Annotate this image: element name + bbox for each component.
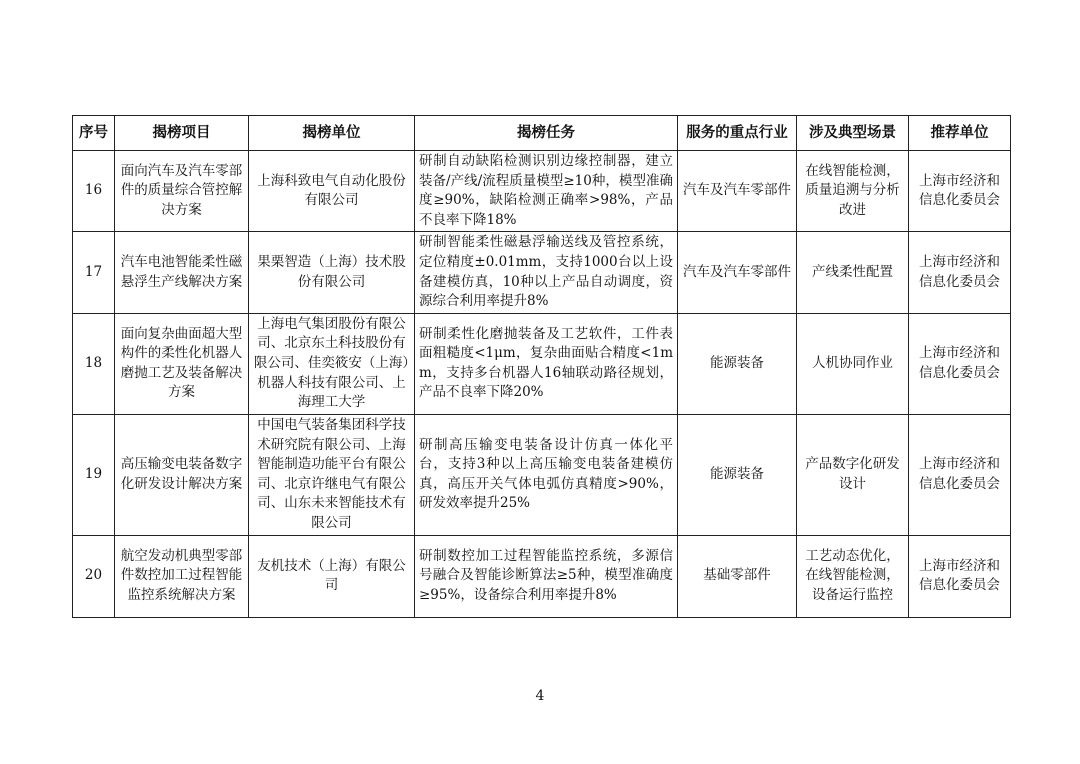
cell-task: 研制数控加工过程智能监控系统，多源信号融合及智能诊断算法≥5种，模型准确度≥95%，设备综合利用率提升8%: [415, 535, 678, 617]
cell-industry: 汽车及汽车零部件: [678, 151, 797, 232]
cell-scenario: 在线智能检测，质量追溯与分析改进: [797, 151, 909, 232]
page-number: 4: [535, 688, 545, 704]
project-table: [72, 115, 1011, 618]
table-row: [73, 151, 1011, 232]
cell-no: 16: [73, 151, 115, 232]
header-unit: 揭榜单位: [249, 116, 415, 151]
cell-scenario: 产品数字化研发设计: [797, 414, 909, 535]
cell-unit: 上海电气集团股份有限公司、北京东土科技股份有限公司、佳奕筱安（上海）机器人科技有限公司、上海理工大学: [249, 313, 415, 414]
cell-industry: 能源装备: [678, 313, 797, 414]
cell-project: 汽车电池智能柔性磁悬浮生产线解决方案: [115, 232, 249, 313]
cell-unit: 果栗智造（上海）技术股份有限公司: [249, 232, 415, 313]
cell-recommender: 上海市经济和信息化委员会: [909, 313, 1011, 414]
table-row: [73, 232, 1011, 313]
cell-no: 19: [73, 414, 115, 535]
cell-task: 研制柔性化磨抛装备及工艺软件，工件表面粗糙度<1μm，复杂曲面贴合精度<1mm，支持多台机器人16轴联动路径规划，产品不良率下降20%: [415, 313, 678, 414]
cell-project: 航空发动机典型零部件数控加工过程智能监控系统解决方案: [115, 535, 249, 617]
cell-task: 研制高压输变电装备设计仿真一体化平台，支持3种以上高压输变电装备建模仿真，高压开关气体电弧仿真精度>90%，研发效率提升25%: [415, 414, 678, 535]
cell-recommender: 上海市经济和信息化委员会: [909, 232, 1011, 313]
cell-no: 17: [73, 232, 115, 313]
cell-no: 18: [73, 313, 115, 414]
header-no: 序号: [73, 116, 115, 151]
table-header-row: [73, 116, 1011, 151]
cell-unit: 中国电气装备集团科学技术研究院有限公司、上海智能制造功能平台有限公司、北京许继电气有限公司、山东未来智能技术有限公司: [249, 414, 415, 535]
header-project: 揭榜项目: [115, 116, 249, 151]
cell-no: 20: [73, 535, 115, 617]
cell-scenario: 人机协同作业: [797, 313, 909, 414]
cell-scenario: 工艺动态优化，在线智能检测，设备运行监控: [797, 535, 909, 617]
cell-project: 面向汽车及汽车零部件的质量综合管控解决方案: [115, 151, 249, 232]
header-scenario: 涉及典型场景: [797, 116, 909, 151]
cell-recommender: 上海市经济和信息化委员会: [909, 535, 1011, 617]
table-row: [73, 313, 1011, 414]
header-task: 揭榜任务: [415, 116, 678, 151]
table-row: [73, 535, 1011, 617]
table-row: [73, 414, 1011, 535]
cell-project: 高压输变电装备数字化研发设计解决方案: [115, 414, 249, 535]
cell-task: 研制智能柔性磁悬浮输送线及管控系统，定位精度±0.01mm，支持1000台以上设备建模仿真，10种以上产品自动调度，资源综合利用率提升8%: [415, 232, 678, 313]
header-industry: 服务的重点行业: [678, 116, 797, 151]
cell-recommender: 上海市经济和信息化委员会: [909, 151, 1011, 232]
cell-project: 面向复杂曲面超大型构件的柔性化机器人磨抛工艺及装备解决方案: [115, 313, 249, 414]
cell-recommender: 上海市经济和信息化委员会: [909, 414, 1011, 535]
cell-industry: 基础零部件: [678, 535, 797, 617]
header-recommender: 推荐单位: [909, 116, 1011, 151]
cell-unit: 上海科致电气自动化股份有限公司: [249, 151, 415, 232]
cell-task: 研制自动缺陷检测识别边缘控制器，建立装备/产线/流程质量模型≥10种，模型准确度≥90%，缺陷检测正确率>98%，产品不良率下降18%: [415, 151, 678, 232]
cell-industry: 能源装备: [678, 414, 797, 535]
cell-scenario: 产线柔性配置: [797, 232, 909, 313]
cell-industry: 汽车及汽车零部件: [678, 232, 797, 313]
cell-unit: 友机技术（上海）有限公司: [249, 535, 415, 617]
